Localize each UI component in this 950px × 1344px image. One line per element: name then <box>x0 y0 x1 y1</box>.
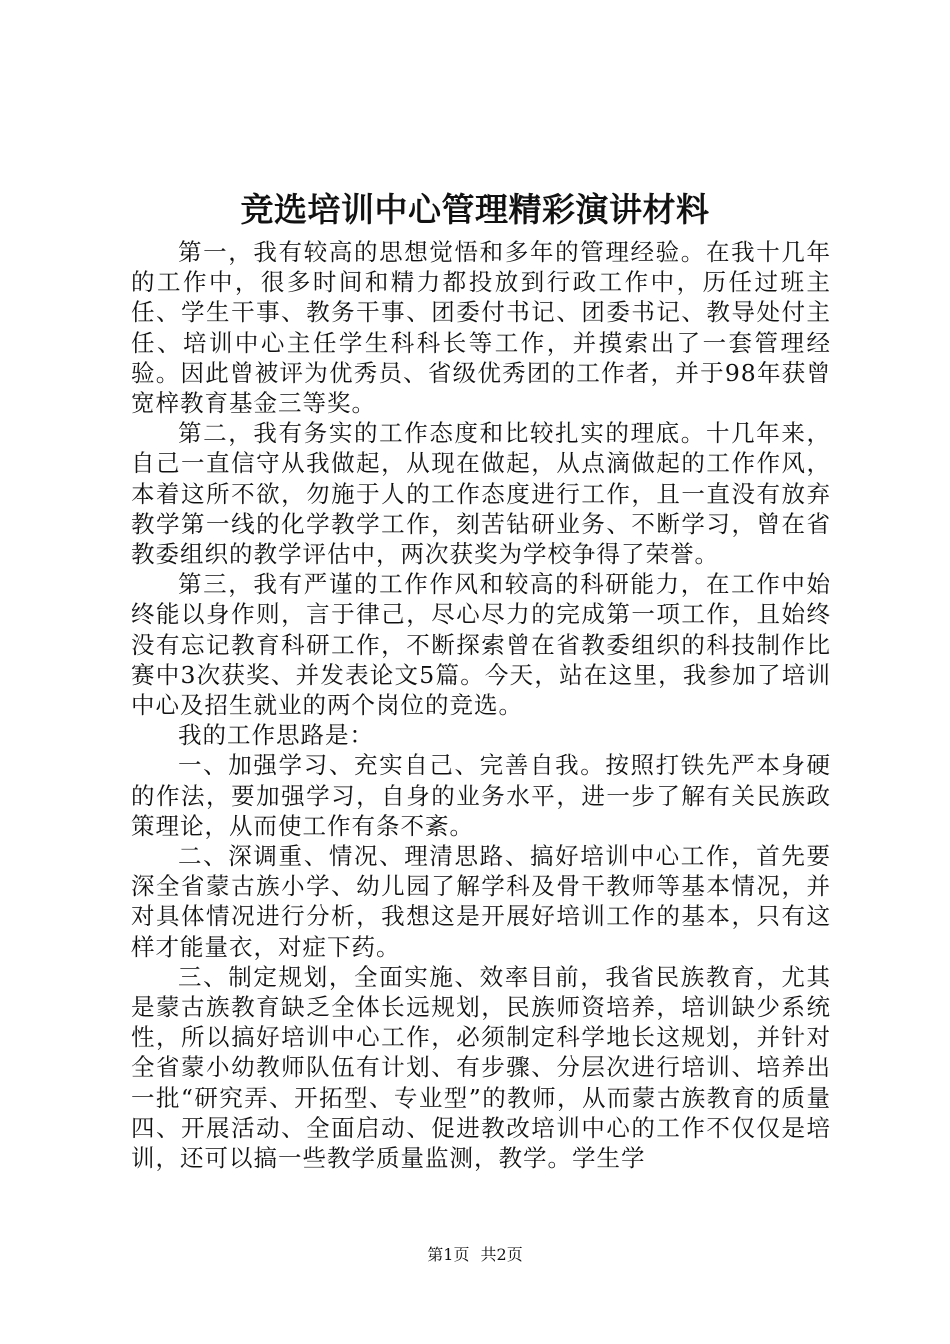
paragraph-first: 第一，我有较高的思想觉悟和多年的管理经验。在我十几年的工作中，很多时间和精力都投放到行政工作中，历任过班主任、学生干事、教务干事、团委付书记、团委书记、教导处付主任、培训中心主任学生科科长等工作，并摸索出了一套管理经验。因此曾被评为优秀员、省级优秀团的工作者，并于98年获曾宽梓教育基金三等奖。 <box>131 238 831 418</box>
paragraph-idea-three: 三、制定规划，全面实施、效率目前，我省民族教育，尤其是蒙古族教育缺乏全体长远规划，民族师资培养，培训缺少系统性，所以搞好培训中心工作，必须制定科学地长这规划，并针对全省蒙小幼教师队伍有计划、有步骤、分层次进行培训、培养出一批“研究弄、开拓型、专业型”的教师，从而蒙古族教育的质量四、开展活动、全面启动、促进教改培训中心的工作不仅仅是培训，还可以搞一些教学质量监测，教学。学生学 <box>131 962 831 1173</box>
document-title: 竞选培训中心管理精彩演讲材料 <box>240 190 710 229</box>
paragraph-idea-two: 二、深调重、情况、理清思路、搞好培训中心工作，首先要深全省蒙古族小学、幼儿园了解学科及骨干教师等基本情况，并对具体情况进行分析，我想这是开展好培训工作的基本，只有这样才能量衣，对症下药。 <box>131 842 831 961</box>
paragraph-idea-one: 一、加强学习、充实自己、完善自我。按照打铁先严本身硬的作法，要加强学习，自身的业务水平，进一步了解有关民族政策理论，从而使工作有条不紊。 <box>131 751 831 840</box>
page-total: 共2页 <box>480 1245 523 1264</box>
document-body <box>131 237 831 1173</box>
page-number: 第1页 <box>427 1245 470 1264</box>
page-footer <box>0 1244 950 1266</box>
paragraph-work-ideas-heading: 我的工作思路是： <box>178 721 374 750</box>
paragraph-second: 第二，我有务实的工作态度和比较扎实的理底。十几年来，自己一直信守从我做起，从现在做起，从点滴做起的工作作风，本着这所不欲，勿施于人的工作态度进行工作，且一直没有放弃教学第一线的化学教学工作，刻苦钻研业务、不断学习，曾在省教委组织的教学评估中，两次获奖为学校争得了荣誉。 <box>131 419 831 569</box>
paragraph-third: 第三，我有严谨的工作作风和较高的科研能力，在工作中始终能以身作则，言于律己，尽心尽力的完成第一项工作，且始终没有忘记教育科研工作，不断探索曾在省教委组织的科技制作比赛中3次获奖、并发表论文5篇。今天，站在这里，我参加了培训中心及招生就业的两个岗位的竞选。 <box>131 570 831 720</box>
